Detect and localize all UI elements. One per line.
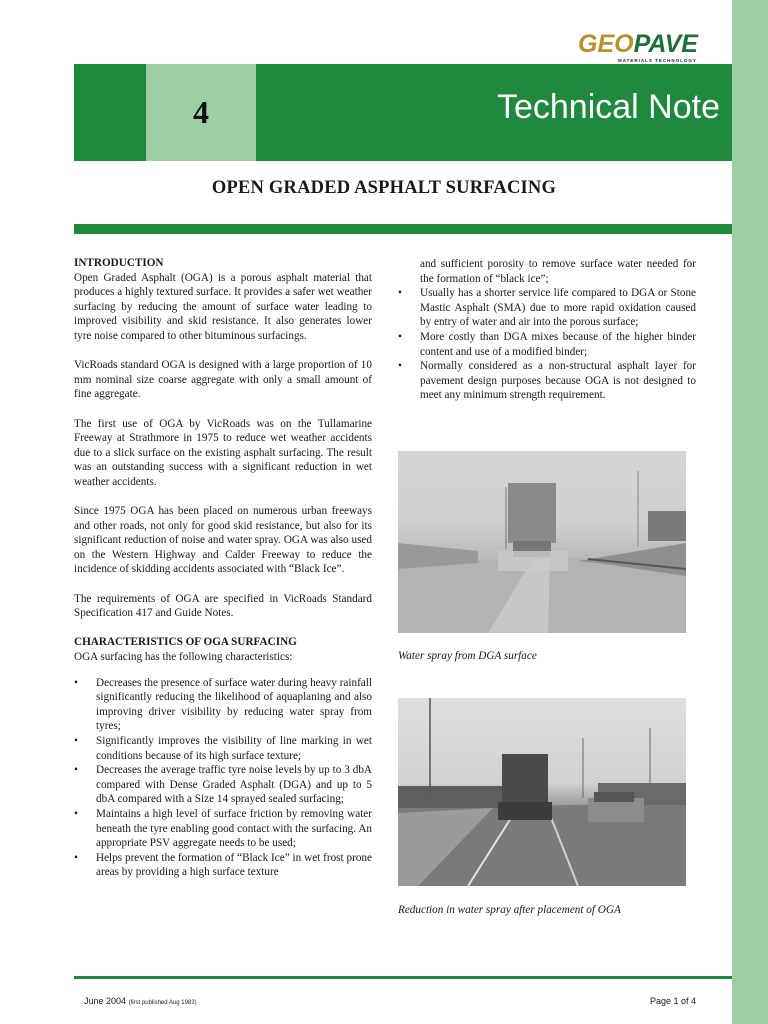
list-item: • Maintains a high level of surface friction by removing water beneath the tyre enabling good contact with the surfacing. An appropriate PSV aggregate needs to be used; xyxy=(74,807,372,851)
footer-date-text: June 2004 xyxy=(84,996,127,1006)
list-item: • Usually has a shorter service life compared to DGA or Stone Mastic Asphalt (SMA) due to more rapid oxidation caused by entry of water and air into the porous surface; xyxy=(398,286,696,330)
list-item: • More costly than DGA mixes because of the higher binder content and use of a modified binder; xyxy=(398,330,696,359)
list-item-continuation: and sufficient porosity to remove surface water needed for the formation of “black ice”; xyxy=(420,258,696,285)
list-item: • Significantly improves the visibility of line marking in wet conditions because of its high surface texture; xyxy=(74,734,372,763)
characteristics-intro: OGA surfacing has the following characteristics: xyxy=(74,651,293,664)
characteristics-list-continued xyxy=(398,286,696,403)
left-column xyxy=(74,256,372,880)
intro-paragraph: The first use of OGA by VicRoads was on the Tullamarine Freeway at Strathmore in 1975 to reduce wet weather accidents due to a slick surface on the existing asphalt surfacing. The result was an outstanding success with a significant reduction in wet weather accidents. xyxy=(74,417,372,488)
side-stripe xyxy=(732,0,768,1024)
photo-reduced-spray-oga xyxy=(398,698,686,886)
logo-pave-text: PAVE xyxy=(633,30,698,58)
list-item: • Decreases the presence of surface water during heavy rainfall significantly reducing the likelihood of aquaplaning and also improving driver visibility by reducing water spray from tyres; xyxy=(74,676,372,734)
document-title: OPEN GRADED ASPHALT SURFACING xyxy=(211,178,557,198)
photo-caption: Reduction in water spray after placement of OGA xyxy=(398,904,621,916)
note-number: 4 xyxy=(146,64,256,161)
photo-water-spray-dga xyxy=(398,451,686,633)
introduction-heading: INTRODUCTION xyxy=(74,257,164,269)
logo-tagline: MATERIALS TECHNOLOGY xyxy=(618,58,697,63)
footer-rule xyxy=(74,976,732,979)
first-published-note: (first published Aug 1983) xyxy=(128,1000,197,1006)
title-rule xyxy=(74,224,732,234)
page-number: Page 1 of 4 xyxy=(649,996,696,1006)
logo-geo-text: GEO xyxy=(578,30,634,58)
characteristics-heading: CHARACTERISTICS OF OGA SURFACING xyxy=(74,636,297,649)
photo-illustration xyxy=(398,698,686,886)
intro-paragraph: Since 1975 OGA has been placed on numerous urban freeways and other roads, not only for good skid resistance, but also for its significant reduction of noise and water spray. OGA was also used on the Western Highway and Calder Freeway to reduce the incidence of skidding accidents associated with “Black Ice”. xyxy=(74,505,372,576)
footer-date xyxy=(84,996,197,1006)
list-item: • Helps prevent the formation of “Black Ice” in wet frost prone areas by providing a high surface texture xyxy=(74,851,372,880)
intro-paragraph: The requirements of OGA are specified in VicRoads Standard Specification 417 and Guide Notes. xyxy=(74,592,372,620)
right-column xyxy=(398,257,696,403)
technical-note-label: Technical Note xyxy=(496,88,720,126)
intro-paragraph: VicRoads standard OGA is designed with a large proportion of 10 mm nominal size coarse aggregate with only a small amount of fine aggregate. xyxy=(74,359,372,401)
characteristics-list xyxy=(74,676,372,880)
list-item: • Decreases the average traffic tyre noise levels by up to 3 dbA compared with Dense Graded Asphalt (DGA) and up to 5 dbA compared with a Size 14 sprayed sealed surfacing; xyxy=(74,763,372,807)
geopave-logo xyxy=(578,32,708,66)
intro-paragraph: Open Graded Asphalt (OGA) is a porous asphalt material that produces a highly textured surface. It provides a safer wet weather surfacing by reducing the amount of surface water leading to improved visibility and skid resistance. It also generates lower tyre noise compared to other bituminous surfacings. xyxy=(74,271,372,342)
photo-illustration xyxy=(398,451,686,633)
photo-caption: Water spray from DGA surface xyxy=(398,650,537,662)
list-item: • Normally considered as a non-structural asphalt layer for pavement design purposes because OGA is not designed to meet any minimum strength requirement. xyxy=(398,359,696,403)
